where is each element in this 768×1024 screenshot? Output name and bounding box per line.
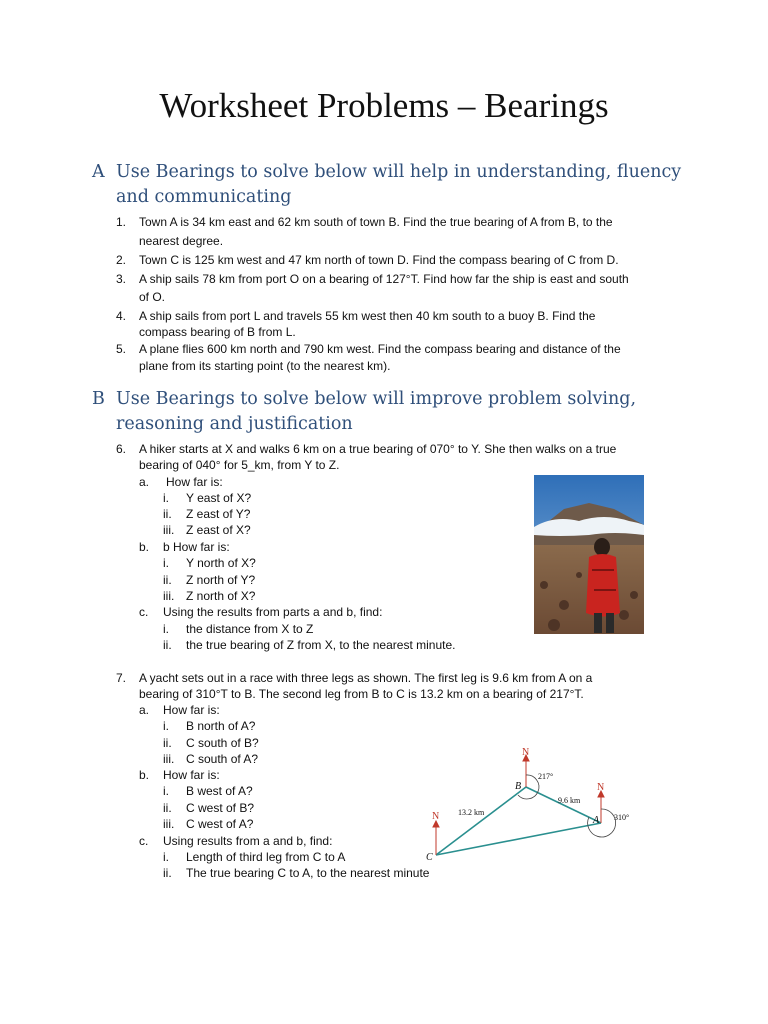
q6b-label: b. (139, 540, 150, 554)
q3-number: 3. (116, 272, 127, 286)
q7b-label: b. (139, 768, 150, 782)
q7-line1: A yacht sets out in a race with three legs as shown. The first leg is 9.6 km from A on a (139, 671, 593, 685)
q7c-ii-label: ii. (163, 866, 172, 880)
q1-line2: nearest degree. (139, 234, 224, 248)
q6c-text: Using the results from parts a and b, find: (163, 605, 383, 619)
q6a-text: How far is: (166, 475, 223, 489)
q7a-iii-text: C south of A? (186, 752, 259, 766)
q6b-i-label: i. (163, 556, 169, 570)
q1-line1: Town A is 34 km east and 62 km south of town B. Find the true bearing of A from B, to the (139, 215, 613, 229)
q4-number: 4. (116, 309, 127, 323)
north-label-a: N (597, 782, 605, 793)
q7b-ii-label: ii. (163, 801, 172, 815)
q7a-text: How far is: (163, 703, 220, 717)
q6-line1: A hiker starts at X and walks 6 km on a true bearing of 070° to Y. She then walks on a true (139, 442, 617, 456)
q7b-iii-label: iii. (163, 817, 175, 831)
q6b-ii-text: Z north of Y? (186, 573, 256, 587)
angle-a-label: 310° (614, 813, 630, 822)
q6-line2: bearing of 040° for 5_km, from Y to Z. (139, 458, 340, 472)
q6b-iii-text: Z north of X? (186, 589, 256, 603)
q7a-i-label: i. (163, 719, 169, 733)
q6c-i-text: the distance from X to Z (186, 622, 314, 636)
section-b-letter: B (92, 389, 105, 409)
q7b-i-label: i. (163, 784, 169, 798)
q7b-iii-text: C west of A? (186, 817, 254, 831)
section-b-heading-line1: Use Bearings to solve below will improve problem solving, (116, 389, 637, 409)
q6c-ii-text: the true bearing of Z from X, to the nearest minute. (186, 638, 456, 652)
q5-number: 5. (116, 342, 127, 356)
angle-b-label: 217° (538, 772, 554, 781)
leg-ab-label: 9.6 km (558, 796, 581, 805)
q7c-label: c. (139, 834, 149, 848)
section-b-heading (92, 387, 692, 437)
point-b-label: B (515, 781, 522, 792)
q7a-label: a. (139, 703, 150, 717)
section-a-heading (92, 160, 692, 210)
q4-line1: A ship sails from port L and travels 55 km west then 40 km south to a buoy B. Find the (139, 309, 596, 323)
q6c-i-label: i. (163, 622, 169, 636)
q5-line1: A plane flies 600 km north and 790 km west. Find the compass bearing and distance of the (139, 342, 621, 356)
hiker-photo (534, 475, 644, 634)
q6c-ii-label: ii. (163, 638, 172, 652)
hiker-leg (606, 613, 614, 633)
section-a-heading-line1: Use Bearings to solve below will help in understanding, fluency (116, 162, 682, 182)
q6b-iii-label: iii. (163, 589, 175, 603)
q1-number: 1. (116, 215, 127, 229)
q7a-i-text: B north of A? (186, 719, 256, 733)
angle-arc-b (518, 775, 539, 799)
angle-arc-a (588, 809, 616, 837)
q7b-text: How far is: (163, 768, 220, 782)
q2-line1: Town C is 125 km west and 47 km north of town D. Find the compass bearing of C from D. (139, 253, 619, 267)
hiker-head (594, 538, 610, 556)
north-label-b: N (522, 747, 530, 758)
leg-bc-line (436, 787, 526, 855)
page-title: Worksheet Problems – Bearings (159, 86, 609, 125)
q7-number: 7. (116, 671, 127, 685)
q3-line1: A ship sails 78 km from port O on a bearing of 127°T. Find how far the ship is east and south (139, 272, 629, 286)
leg-ca-line (436, 823, 601, 855)
q7c-text: Using results from a and b, find: (163, 834, 333, 848)
point-c-label: C (426, 852, 433, 863)
q6b-text: b How far is: (163, 540, 230, 554)
q7b-ii-text: C west of B? (186, 801, 255, 815)
q6a-i-label: i. (163, 491, 169, 505)
section-a-heading-line2: and communicating (116, 187, 292, 207)
q7b-i-text: B west of A? (186, 784, 253, 798)
bearing-diagram (420, 745, 640, 870)
q6a-label: a. (139, 475, 150, 489)
section-a-letter: A (92, 162, 105, 182)
q6a-ii-text: Z east of Y? (186, 507, 251, 521)
q6-number: 6. (116, 442, 127, 456)
leg-bc-label: 13.2 km (458, 808, 485, 817)
q7a-iii-label: iii. (163, 752, 175, 766)
q6c-label: c. (139, 605, 149, 619)
q6b-ii-label: ii. (163, 573, 172, 587)
q7a-ii-text: C south of B? (186, 736, 259, 750)
q4-line2: compass bearing of B from L. (139, 325, 296, 339)
q6b-i-text: Y north of X? (186, 556, 256, 570)
q7a-ii-label: ii. (163, 736, 172, 750)
q6a-i-text: Y east of X? (186, 491, 252, 505)
backpack (586, 554, 620, 617)
q6a-iii-text: Z east of X? (186, 523, 251, 537)
q6a-ii-label: ii. (163, 507, 172, 521)
hiker-leg (594, 613, 602, 633)
q6a-iii-label: iii. (163, 523, 175, 537)
north-label-c: N (432, 811, 440, 822)
q2-number: 2. (116, 253, 127, 267)
q7c-i-text: Length of third leg from C to A (186, 850, 346, 864)
section-b-heading-line2: reasoning and justification (116, 414, 353, 434)
q5-line2: plane from its starting point (to the nearest km). (139, 359, 391, 373)
point-a-label: A (593, 815, 600, 826)
q3-line2: of O. (139, 290, 166, 304)
q7c-ii-text: The true bearing C to A, to the nearest minute (186, 866, 430, 880)
q7-line2: bearing of 310°T to B. The second leg from B to C is 13.2 km on a bearing of 217°T. (139, 687, 584, 701)
q7c-i-label: i. (163, 850, 169, 864)
